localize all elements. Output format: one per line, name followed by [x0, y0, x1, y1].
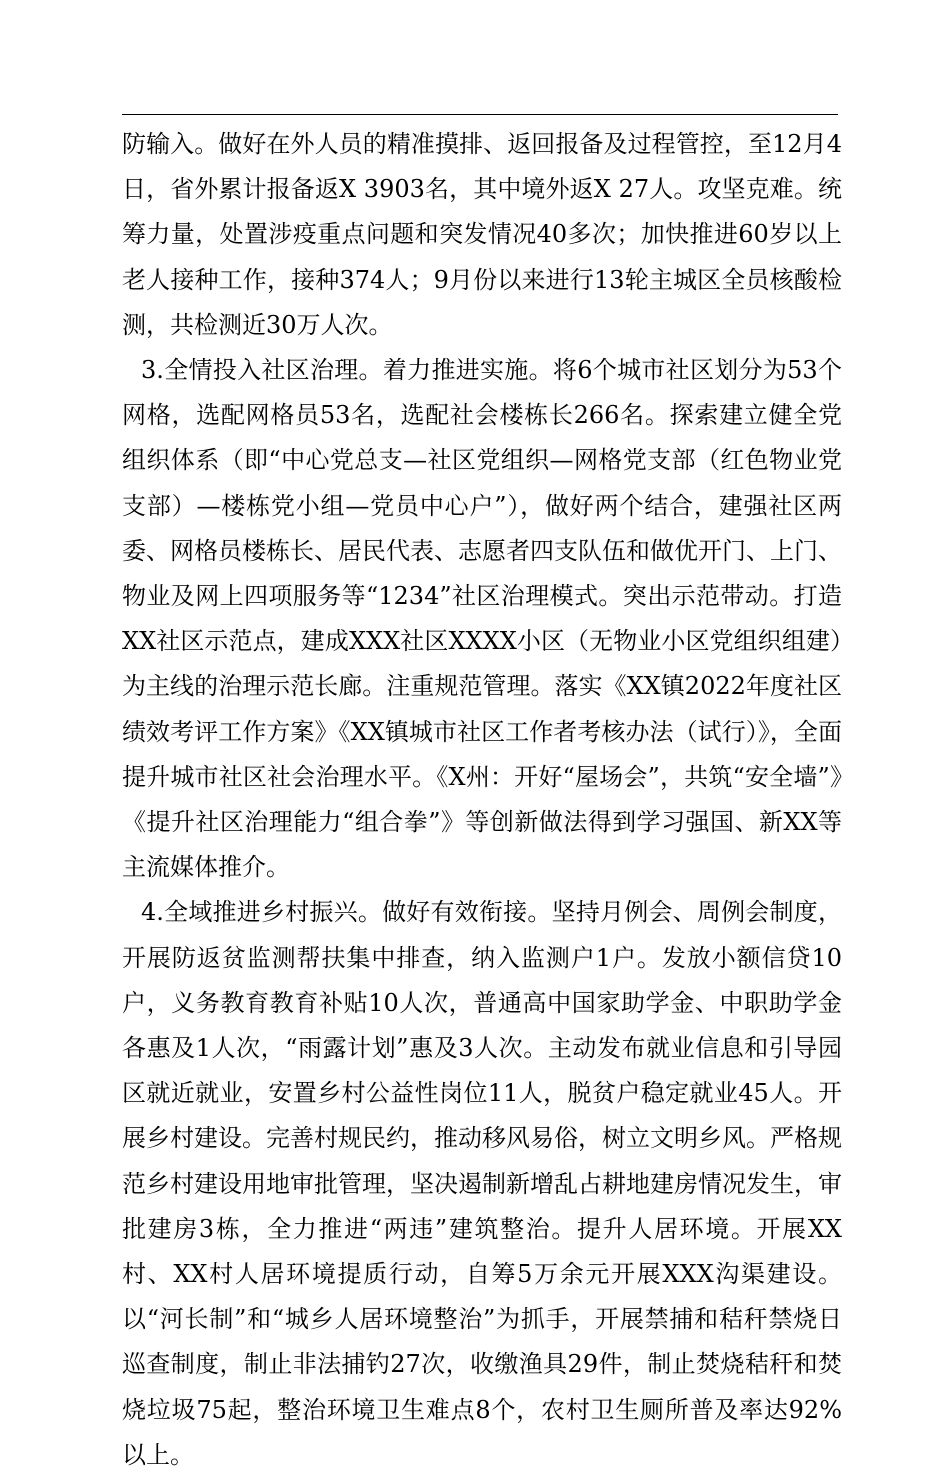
header-rule	[122, 114, 838, 115]
paragraph-rural-revitalization: 4.全域推进乡村振兴。做好有效衔接。坚持月例会、周例会制度，开展防返贫监测帮扶集中排查，纳入监测户1户。发放小额信贷10户，义务教育教育补贴10人次，普通高中国家助学金、中职助学金各惠及1人次，“雨露计划”惠及3人次。主动发布就业信息和引导园区就近就业，安置乡村公益性岗位11人，脱贫户稳定就业45人。开展乡村建设。完善村规民约，推动移风易俗，树立文明乡风。严格规范乡村建设用地审批管理，坚决遏制新增乱占耕地建房情况发生，审批建房3栋，全力推进“两违”建筑整治。提升人居环境。开展XX村、XX村人居环境提质行动，自筹5万余元开展XXX沟渠建设。以“河长制”和“城乡人居环境整治”为抓手，开展禁捕和秸秆禁烧日巡查制度，制止非法捕钓27次，收缴渔具29件，制止焚烧秸秆和焚烧垃圾75起，整治环境卫生难点8个，农村卫生厕所普及率达92%以上。	[122, 898, 842, 1469]
document-body	[122, 122, 842, 1478]
paragraph-epidemic-prevention: 防输入。做好在外人员的精准摸排、返回报备及过程管控，至12月4日，省外累计报备返X 3903名，其中境外返X 27人。攻坚克难。统筹力量，处置涉疫重点问题和突发情况40多次；加快推进60岁以上老人接种工作，接种374人；9月份以来进行13轮主城区全员核酸检测，共检测近30万人次。	[122, 130, 842, 339]
paragraph-community-governance: 3.全情投入社区治理。着力推进实施。将6个城市社区划分为53个网格，选配网格员53名，选配社会楼栋长266名。探索建立健全党组织体系（即“中心党总支—社区党组织—网格党支部（红色物业党支部）—楼栋党小组—党员中心户”），做好两个结合，建强社区两委、网格员楼栋长、居民代表、志愿者四支队伍和做优开门、上门、物业及网上四项服务等“1234”社区治理模式。突出示范带动。打造XX社区示范点，建成XXX社区XXXX小区（无物业小区党组织组建）为主线的治理示范长廊。注重规范管理。落实《XX镇2022年度社区绩效考评工作方案》《XX镇城市社区工作者考核办法（试行）》，全面提升城市社区社会治理水平。《X州：开好“屋场会”，共筑“安全墙”》《提升社区治理能力“组合拳”》等创新做法得到学习强国、新XX等主流媒体推介。	[122, 356, 842, 882]
